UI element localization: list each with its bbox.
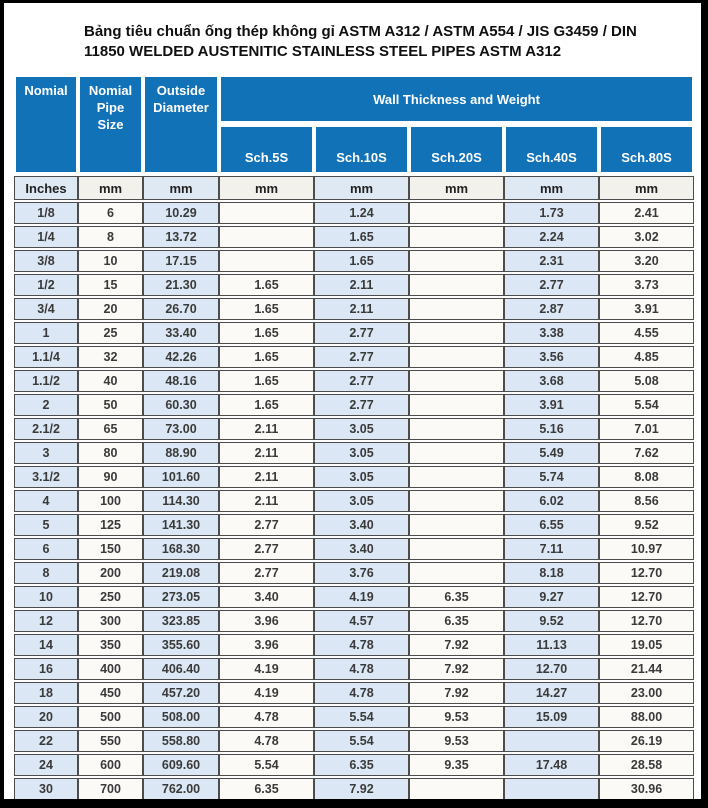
cell: 1.1/2: [14, 370, 78, 392]
cell: 4.19: [219, 658, 314, 680]
cell: 3.91: [504, 394, 599, 416]
cell: 14.27: [504, 682, 599, 704]
cell: 141.30: [143, 514, 219, 536]
cell: 2.11: [314, 274, 409, 296]
cell: 9.52: [504, 610, 599, 632]
cell: 600: [78, 754, 143, 776]
cell: 6.02: [504, 490, 599, 512]
cell: 1.65: [219, 322, 314, 344]
cell: 90: [78, 466, 143, 488]
cell: 3.96: [219, 634, 314, 656]
cell: 6: [14, 538, 78, 560]
unit-inches: Inches: [14, 176, 78, 200]
cell: [219, 250, 314, 272]
cell: 3/8: [14, 250, 78, 272]
cell: 17.15: [143, 250, 219, 272]
cell: 4.78: [314, 634, 409, 656]
cell: 65: [78, 418, 143, 440]
cell: 1.73: [504, 202, 599, 224]
unit-mm: mm: [78, 176, 143, 200]
cell: 4.57: [314, 610, 409, 632]
cell: 7.62: [599, 442, 694, 464]
cell: 3.05: [314, 442, 409, 464]
cell: 40: [78, 370, 143, 392]
cell: 3.05: [314, 466, 409, 488]
unit-mm: mm: [314, 176, 409, 200]
cell: 3.68: [504, 370, 599, 392]
cell: 9.53: [409, 730, 504, 752]
cell: 8: [78, 226, 143, 248]
cell: 9.35: [409, 754, 504, 776]
cell: 3.05: [314, 418, 409, 440]
cell: 2.24: [504, 226, 599, 248]
cell: 12.70: [599, 586, 694, 608]
cell: 406.40: [143, 658, 219, 680]
cell: 6.35: [409, 586, 504, 608]
cell: 323.85: [143, 610, 219, 632]
table-row: [14, 202, 694, 224]
cell: 8.18: [504, 562, 599, 584]
cell: 30.96: [599, 778, 694, 800]
unit-mm: mm: [219, 176, 314, 200]
cell: 5: [14, 514, 78, 536]
cell: 2.77: [314, 394, 409, 416]
cell: 5.54: [599, 394, 694, 416]
table-row: [14, 730, 694, 752]
cell: 5.54: [219, 754, 314, 776]
cell: 300: [78, 610, 143, 632]
table-row: [14, 610, 694, 632]
header-sch20s: Sch.20S: [409, 125, 504, 174]
cell: 13.72: [143, 226, 219, 248]
cell: 8.08: [599, 466, 694, 488]
page-title-line1: Bảng tiêu chuẩn ống thép không gỉ ASTM A312 / ASTM A554 / JIS G3459 / DIN: [84, 23, 637, 40]
unit-mm: mm: [409, 176, 504, 200]
cell: 1.65: [314, 250, 409, 272]
cell: 1.65: [219, 370, 314, 392]
table-row: [14, 562, 694, 584]
cell: 12.70: [504, 658, 599, 680]
cell: 4.55: [599, 322, 694, 344]
cell: 3.40: [219, 586, 314, 608]
cell: 1: [14, 322, 78, 344]
cell: [409, 394, 504, 416]
cell: 88.90: [143, 442, 219, 464]
cell: 20: [14, 706, 78, 728]
cell: 2.11: [219, 442, 314, 464]
cell: 30: [14, 778, 78, 800]
cell: 3.91: [599, 298, 694, 320]
cell: [219, 226, 314, 248]
cell: 450: [78, 682, 143, 704]
cell: 101.60: [143, 466, 219, 488]
cell: [219, 202, 314, 224]
table-row: [14, 490, 694, 512]
cell: [409, 562, 504, 584]
cell: [409, 202, 504, 224]
cell: 9.52: [599, 514, 694, 536]
cell: 19.05: [599, 634, 694, 656]
cell: 2.87: [504, 298, 599, 320]
cell: 3.1/2: [14, 466, 78, 488]
cell: 26.19: [599, 730, 694, 752]
cell: 2.31: [504, 250, 599, 272]
cell: 5.54: [314, 730, 409, 752]
cell: 500: [78, 706, 143, 728]
cell: 3/4: [14, 298, 78, 320]
cell: 10: [78, 250, 143, 272]
cell: 48.16: [143, 370, 219, 392]
cell: 4.78: [219, 706, 314, 728]
table-body: [14, 202, 694, 800]
cell: 25: [78, 322, 143, 344]
cell: 4.78: [314, 658, 409, 680]
cell: 10.97: [599, 538, 694, 560]
cell: 24: [14, 754, 78, 776]
unit-mm: mm: [143, 176, 219, 200]
cell: 2.1/2: [14, 418, 78, 440]
cell: 2.77: [219, 514, 314, 536]
cell: 16: [14, 658, 78, 680]
header-nomial: Nomial: [14, 75, 78, 174]
cell: 7.11: [504, 538, 599, 560]
cell: [504, 778, 599, 800]
pipe-standards-table: [14, 73, 694, 802]
cell: [409, 490, 504, 512]
cell: 1.65: [219, 298, 314, 320]
cell: 3.20: [599, 250, 694, 272]
cell: 2.77: [314, 346, 409, 368]
cell: 3.76: [314, 562, 409, 584]
cell: 6.35: [314, 754, 409, 776]
cell: 21.44: [599, 658, 694, 680]
header-sch5s: Sch.5S: [219, 125, 314, 174]
cell: 150: [78, 538, 143, 560]
table-row: [14, 706, 694, 728]
units-row: [14, 176, 694, 200]
cell: 1/8: [14, 202, 78, 224]
cell: [409, 250, 504, 272]
cell: 28.58: [599, 754, 694, 776]
cell: [409, 466, 504, 488]
cell: 2.77: [504, 274, 599, 296]
cell: 4.85: [599, 346, 694, 368]
cell: 4.19: [219, 682, 314, 704]
cell: 1.24: [314, 202, 409, 224]
cell: [409, 514, 504, 536]
cell: [409, 226, 504, 248]
header-wall-thickness-group: Wall Thickness and Weight: [219, 75, 694, 123]
cell: 1.1/4: [14, 346, 78, 368]
cell: 88.00: [599, 706, 694, 728]
table-row: [14, 514, 694, 536]
cell: 1.65: [219, 394, 314, 416]
table-row: [14, 634, 694, 656]
cell: 8: [14, 562, 78, 584]
cell: 5.49: [504, 442, 599, 464]
table-row: [14, 322, 694, 344]
cell: 5.08: [599, 370, 694, 392]
cell: 250: [78, 586, 143, 608]
cell: 508.00: [143, 706, 219, 728]
cell: 2: [14, 394, 78, 416]
cell: 4.19: [314, 586, 409, 608]
cell: 1.65: [314, 226, 409, 248]
cell: 8.56: [599, 490, 694, 512]
cell: 2.77: [314, 370, 409, 392]
cell: 9.27: [504, 586, 599, 608]
cell: 219.08: [143, 562, 219, 584]
table-row: [14, 658, 694, 680]
table-row: [14, 370, 694, 392]
cell: 558.80: [143, 730, 219, 752]
cell: 700: [78, 778, 143, 800]
cell: 2.11: [219, 418, 314, 440]
cell: 273.05: [143, 586, 219, 608]
table-row: [14, 442, 694, 464]
cell: 15.09: [504, 706, 599, 728]
page-title: [84, 22, 644, 62]
cell: 7.92: [409, 658, 504, 680]
header-outside-diameter: Outside Diameter: [143, 75, 219, 174]
cell: 2.41: [599, 202, 694, 224]
cell: 9.53: [409, 706, 504, 728]
table-row: [14, 682, 694, 704]
cell: 200: [78, 562, 143, 584]
cell: 6.35: [409, 610, 504, 632]
cell: [409, 298, 504, 320]
cell: 14: [14, 634, 78, 656]
cell: 3.73: [599, 274, 694, 296]
cell: 60.30: [143, 394, 219, 416]
header-sch10s: Sch.10S: [314, 125, 409, 174]
page-title-line2: 11850 WELDED AUSTENITIC STAINLESS STEEL PIPES ASTM A312: [84, 43, 562, 60]
cell: 3.38: [504, 322, 599, 344]
unit-mm: mm: [599, 176, 694, 200]
table-row: [14, 538, 694, 560]
cell: 6.35: [219, 778, 314, 800]
cell: 33.40: [143, 322, 219, 344]
cell: 80: [78, 442, 143, 464]
cell: 3.96: [219, 610, 314, 632]
cell: 6.55: [504, 514, 599, 536]
cell: 4.78: [314, 682, 409, 704]
cell: 22: [14, 730, 78, 752]
table-row: [14, 250, 694, 272]
cell: 168.30: [143, 538, 219, 560]
cell: 3.40: [314, 538, 409, 560]
cell: 2.77: [219, 538, 314, 560]
cell: 12: [14, 610, 78, 632]
cell: 2.11: [219, 490, 314, 512]
cell: 7.92: [409, 682, 504, 704]
cell: 2.11: [219, 466, 314, 488]
cell: 3.56: [504, 346, 599, 368]
cell: [409, 274, 504, 296]
cell: 1/2: [14, 274, 78, 296]
cell: 114.30: [143, 490, 219, 512]
cell: 23.00: [599, 682, 694, 704]
cell: 7.92: [409, 634, 504, 656]
cell: 125: [78, 514, 143, 536]
cell: 2.11: [314, 298, 409, 320]
cell: 550: [78, 730, 143, 752]
cell: [409, 538, 504, 560]
cell: [409, 778, 504, 800]
header-row-top: [14, 75, 694, 123]
cell: 18: [14, 682, 78, 704]
cell: 11.13: [504, 634, 599, 656]
unit-mm: mm: [504, 176, 599, 200]
cell: 3.02: [599, 226, 694, 248]
cell: 10.29: [143, 202, 219, 224]
cell: 609.60: [143, 754, 219, 776]
cell: 42.26: [143, 346, 219, 368]
header-sch80s: Sch.80S: [599, 125, 694, 174]
cell: 5.74: [504, 466, 599, 488]
cell: 457.20: [143, 682, 219, 704]
cell: 400: [78, 658, 143, 680]
table-row: [14, 274, 694, 296]
cell: 12.70: [599, 610, 694, 632]
cell: 21.30: [143, 274, 219, 296]
cell: 50: [78, 394, 143, 416]
cell: 355.60: [143, 634, 219, 656]
cell: 32: [78, 346, 143, 368]
table-row: [14, 346, 694, 368]
cell: 350: [78, 634, 143, 656]
cell: 7.01: [599, 418, 694, 440]
cell: [504, 730, 599, 752]
cell: 762.00: [143, 778, 219, 800]
cell: 1/4: [14, 226, 78, 248]
header-nomial-pipe-size: Nomial Pipe Size: [78, 75, 143, 174]
table-row: [14, 394, 694, 416]
table-row: [14, 778, 694, 800]
cell: 100: [78, 490, 143, 512]
cell: 17.48: [504, 754, 599, 776]
cell: 15: [78, 274, 143, 296]
header-sch40s: Sch.40S: [504, 125, 599, 174]
cell: 10: [14, 586, 78, 608]
table-row: [14, 754, 694, 776]
cell: 26.70: [143, 298, 219, 320]
cell: 6: [78, 202, 143, 224]
cell: [409, 442, 504, 464]
cell: 5.16: [504, 418, 599, 440]
cell: 3.40: [314, 514, 409, 536]
cell: 3: [14, 442, 78, 464]
table-row: [14, 226, 694, 248]
cell: [409, 346, 504, 368]
cell: 2.77: [314, 322, 409, 344]
cell: 73.00: [143, 418, 219, 440]
cell: [409, 370, 504, 392]
cell: [409, 418, 504, 440]
cell: 4: [14, 490, 78, 512]
table-row: [14, 586, 694, 608]
cell: 7.92: [314, 778, 409, 800]
cell: 2.77: [219, 562, 314, 584]
cell: 1.65: [219, 346, 314, 368]
table-row: [14, 298, 694, 320]
cell: 3.05: [314, 490, 409, 512]
cell: 12.70: [599, 562, 694, 584]
cell: [409, 322, 504, 344]
cell: 5.54: [314, 706, 409, 728]
cell: 20: [78, 298, 143, 320]
table-row: [14, 418, 694, 440]
cell: 4.78: [219, 730, 314, 752]
cell: 1.65: [219, 274, 314, 296]
table-row: [14, 466, 694, 488]
